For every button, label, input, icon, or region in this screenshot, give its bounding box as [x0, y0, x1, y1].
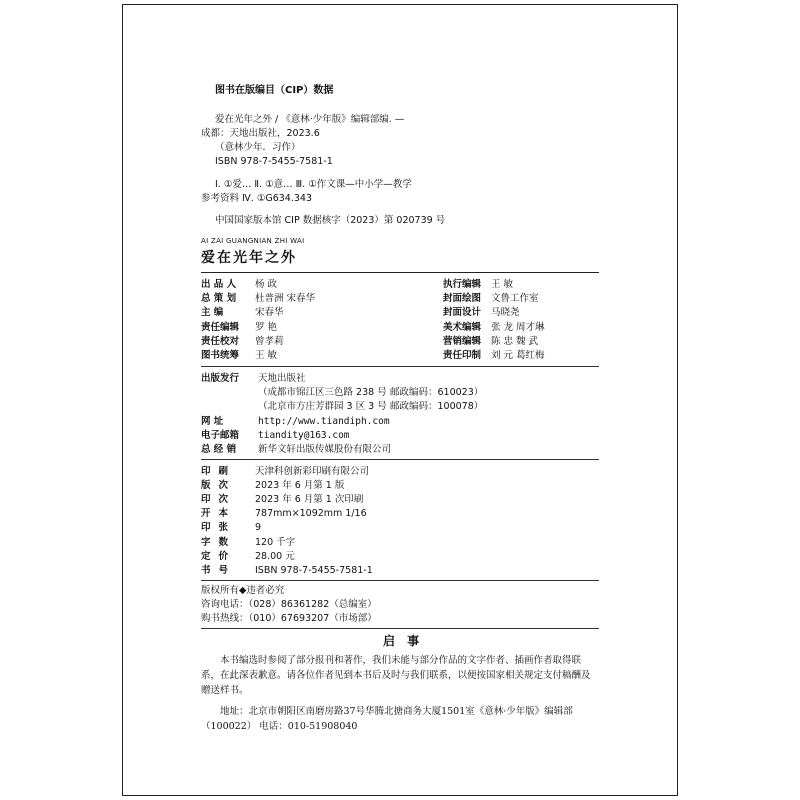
notice-title: 启 事: [383, 634, 424, 648]
spec-value: 28.00 元: [255, 550, 295, 562]
cip-line: （意林少年．习作）: [215, 142, 301, 153]
credit-row: [443, 306, 603, 319]
spec-label: 印次: [201, 494, 237, 506]
credit-label: 总 策 划: [201, 293, 237, 305]
publisher-postcode: 邮政编码：610023）: [390, 387, 484, 398]
spec-value: 天津科创新彩印刷有限公司: [255, 466, 370, 477]
cip-header: 图书在版编目（CIP）数据: [215, 85, 334, 96]
credit-row: [443, 335, 603, 348]
book-title: 爱在光年之外: [201, 250, 297, 266]
spec-value: 9: [255, 522, 262, 534]
divider: [201, 366, 599, 367]
credit-label: 责任编辑: [201, 321, 240, 333]
publisher-address: （北京市方庄芳群园 3 区 3 号: [258, 401, 387, 412]
website-label: 网 址: [201, 416, 224, 427]
cip-line: 成都：天地出版社，2023.6: [201, 128, 320, 139]
divider: [201, 580, 599, 581]
spec-label: 字数: [201, 536, 237, 548]
credit-value: 宋春华: [255, 307, 284, 319]
credit-value: 文鲁工作室: [491, 293, 539, 305]
publisher-name: 天地出版社: [258, 373, 306, 384]
consult-phone: 咨询电话：（028）86361282（总编室）: [201, 599, 377, 610]
spec-label: 印刷: [201, 466, 237, 477]
credit-value: 马晓尧: [491, 307, 520, 319]
credit-row: [201, 335, 391, 348]
distributor-name: 新华文轩出版传媒股份有限公司: [258, 444, 392, 455]
email-link[interactable]: tiandity@163.com: [258, 430, 350, 441]
website-link[interactable]: http://www.tiandiph.com: [258, 416, 390, 427]
credit-label: 出 品 人: [201, 279, 237, 290]
copyright-notice: 版权所有◆违者必究: [201, 585, 285, 596]
credit-value: 杜普洲 宋春华: [255, 293, 316, 305]
credit-row: [443, 278, 603, 291]
email-label: 电子邮箱: [201, 430, 240, 441]
book-pinyin: AI ZAI GUANGNIAN ZHI WAI: [201, 237, 305, 245]
credit-value: 曾孝莉: [255, 335, 284, 347]
credit-value: 王 敏: [255, 350, 278, 361]
credit-label: 图书统筹: [201, 350, 240, 361]
spec-value: 2023 年 6 月第 1 版: [255, 480, 345, 492]
credit-row: [443, 321, 603, 334]
spec-value: 120 千字: [255, 536, 296, 548]
credit-value: 罗 艳: [255, 321, 278, 333]
spec-label: 定价: [201, 550, 237, 562]
credit-row: [201, 306, 391, 319]
credit-row: [201, 278, 391, 291]
credit-value: 陈 忠 魏 武: [491, 335, 539, 347]
cip-class-line: 参考资料 Ⅳ. ①G634.343: [201, 193, 312, 204]
credit-label: 主 编: [201, 307, 224, 319]
credit-row: [201, 321, 391, 334]
divider: [201, 459, 599, 460]
cip-number: 中国国家版本馆 CIP 数据核字（2023）第 020739 号: [215, 215, 446, 226]
credit-label: 美术编辑: [443, 321, 482, 333]
credit-value: 张 龙 周才琳: [491, 321, 545, 333]
purchase-phone: 购书热线：（010）67693207（市场部）: [201, 613, 377, 624]
notice-address: 地址：北京市朝阳区南磨房路37号华腾北搪商务大厦1501室《意林·少年版》编辑部: [220, 706, 573, 717]
spec-label: 版次: [201, 480, 237, 492]
divider: [201, 272, 599, 273]
spec-value: ISBN 978-7-5455-7581-1: [255, 564, 373, 576]
cip-class-line: Ⅰ. ①爱… Ⅱ. ①意… Ⅲ. ①作文课—中小学—教学: [215, 179, 412, 190]
credit-label: 执行编辑: [443, 279, 482, 290]
notice-postcode-phone: （100022） 电话：010-51908040: [201, 721, 358, 732]
spec-value: 787mm×1092mm 1/16: [255, 508, 367, 520]
spec-label: 印张: [201, 522, 237, 534]
distributor-label: 总 经 销: [201, 444, 237, 455]
spec-value: 2023 年 6 月第 1 次印刷: [255, 494, 364, 506]
credit-label: 封面设计: [443, 307, 482, 319]
publisher-label: 出版发行: [201, 373, 240, 384]
publisher-address: （成都市锦江区三色路 238 号: [258, 387, 387, 398]
credit-value: 王 敏: [491, 279, 514, 290]
cip-line: 爱在光年之外 / 《意林·少年版》编辑部编. —: [215, 114, 405, 125]
publisher-postcode: 邮政编码：100078）: [390, 401, 484, 412]
credit-label: 封面绘图: [443, 293, 482, 305]
credit-value: 刘 元 葛红梅: [491, 350, 545, 361]
credit-row: [443, 349, 603, 362]
credit-row: [443, 292, 603, 305]
divider: [201, 628, 599, 629]
credit-row: [201, 292, 391, 305]
credit-value: 杨 政: [255, 279, 278, 290]
spec-label: 书号: [201, 564, 237, 576]
notice-body: 本书编选时参阅了部分报刊和著作，我们未能与部分作品的文字作者、插画作者取得联系，在此深表歉意。请各位作者见到本书后及时与我们联系，以便按国家相关规定支付稿酬及赠送样书。: [201, 655, 591, 696]
credit-label: 营销编辑: [443, 335, 482, 347]
credit-label: 责任校对: [201, 335, 240, 347]
credit-label: 责任印制: [443, 350, 482, 361]
cip-line: ISBN 978-7-5455-7581-1: [215, 156, 333, 167]
credit-row: [201, 349, 391, 362]
spec-label: 开本: [201, 508, 237, 520]
